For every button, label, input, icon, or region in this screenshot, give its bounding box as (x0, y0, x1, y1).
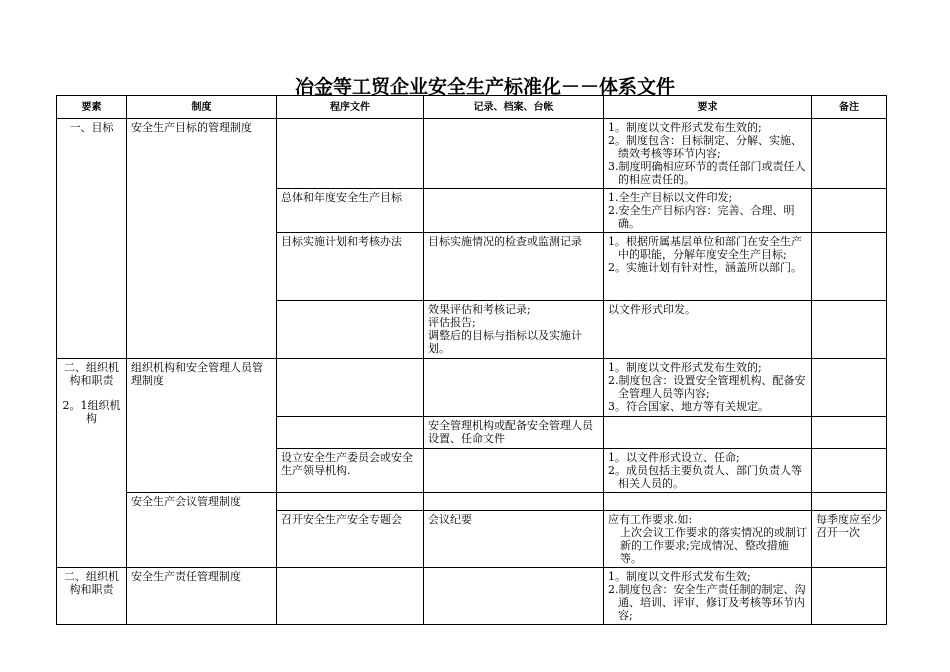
record-cell (424, 568, 604, 625)
header-element: 要素 (57, 96, 127, 119)
remark-cell-frequency: 每季度应至少召开一次 (812, 511, 887, 568)
record-cell (424, 119, 604, 189)
record-cell (424, 189, 604, 233)
remark-cell (812, 417, 887, 449)
requirement-cell: 1。制度以文件形式发布生效; 2.制度包含：安全生产责任制的制定、沟通、培训、评审、修订及考核等环节内容; (604, 568, 812, 625)
table-row (57, 493, 887, 511)
remark-cell (812, 189, 887, 233)
record-cell (424, 493, 604, 511)
remark-cell (812, 449, 887, 493)
remark-cell (812, 493, 887, 511)
system-cell-meeting-mgmt: 安全生产会议管理制度 (127, 493, 277, 568)
requirement-cell: 应有工作要求.如: 上次会议工作要求的落实情况的或制订新的工作要求;完成情况、整改措施等。 (604, 511, 812, 568)
record-cell (424, 359, 604, 417)
record-cell-org-appointment: 安全管理机构或配备安全管理人员设置、任命文件 (424, 417, 604, 449)
document-title: 冶金等工贸企业安全生产标准化－－体系文件 (294, 76, 675, 98)
remark-cell (812, 119, 887, 189)
procedure-cell (277, 568, 424, 625)
remark-cell (812, 359, 887, 417)
requirement-cell (604, 417, 812, 449)
header-system: 制度 (127, 96, 277, 119)
requirement-cell (604, 493, 812, 511)
requirement-cell: 1。以文件形式设立、任命; 2。成员包括主要负责人、部门负责人等相关人员的。 (604, 449, 812, 493)
procedure-cell (277, 417, 424, 449)
requirement-cell: 1.全生产目标以文件印发; 2.安全生产目标内容：完善、合理、明确。 (604, 189, 812, 233)
procedure-cell (277, 119, 424, 189)
procedure-cell (277, 493, 424, 511)
requirement-cell: 1。制度以文件形式发布生效的; 2.制度包含：设置安全管理机构、配备安全管理人员等内容; 3。符合国家、地方等有关规定。 (604, 359, 812, 417)
remark-cell (812, 233, 887, 301)
requirement-cell: 1。根据所属基层单位和部门在安全生产中的职能，分解年度安全生产目标; 2。实施计划有针对性，涵盖所以部门。 (604, 233, 812, 301)
system-cell-responsibility-mgmt: 安全生产责任管理制度 (127, 568, 277, 625)
system-cell-goal-mgmt: 安全生产目标的管理制度 (127, 119, 277, 359)
record-cell-minutes: 会议纪要 (424, 511, 604, 568)
record-cell-goal-check: 目标实施情况的检查或监测记录 (424, 233, 604, 301)
table-header-row (57, 96, 887, 119)
system-cell-org-mgmt: 组织机构和安全管理人员管理制度 (127, 359, 277, 493)
requirement-cell: 以文件形式印发。 (604, 301, 812, 359)
table-row (57, 119, 887, 189)
element-cell-responsibility: 二、组织机构和职责 (57, 568, 127, 625)
header-procedure: 程序文件 (277, 96, 424, 119)
record-cell-evaluation: 效果评估和考核记录; 评估报告; 调整后的目标与指标以及实施计划。 (424, 301, 604, 359)
procedure-cell (277, 359, 424, 417)
header-records: 记录、档案、台帐 (424, 96, 604, 119)
procedure-cell-safety-committee: 设立安全生产委员会或安全生产领导机构. (277, 449, 424, 493)
table-row (57, 359, 887, 417)
remark-cell (812, 301, 887, 359)
procedure-cell-safety-meeting: 召开安全生产安全专题会 (277, 511, 424, 568)
system-documents-table (56, 95, 887, 625)
record-cell (424, 449, 604, 493)
header-remarks: 备注 (812, 96, 887, 119)
requirement-cell: 1。制度以文件形式发布生效的; 2。制度包含：目标制定、分解、实施、绩效考核等环节内容; 3.制度明确相应环节的责任部门或责任人的相应责任的。 (604, 119, 812, 189)
procedure-cell-goal-plan: 目标实施计划和考核办法 (277, 233, 424, 301)
remark-cell (812, 568, 887, 625)
procedure-cell (277, 301, 424, 359)
element-cell-organization: 二、组织机构和职责 2。1组织机构 (57, 359, 127, 568)
element-cell-goal: 一、目标 (57, 119, 127, 359)
procedure-cell-annual-goal: 总体和年度安全生产目标 (277, 189, 424, 233)
table-row (57, 568, 887, 625)
header-requirements: 要求 (604, 96, 812, 119)
